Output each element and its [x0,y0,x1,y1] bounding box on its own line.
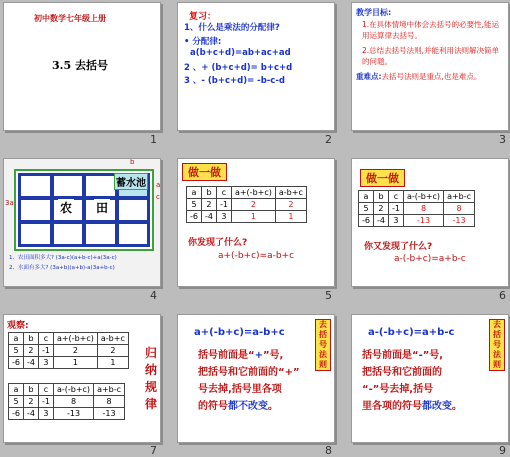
table-header-row [9,384,125,396]
rule-tag: 去括号法则 [315,319,331,371]
rule-tag: 去括号法则 [489,319,505,371]
table-cell: -13 [403,215,443,227]
observe-label: 观察: [7,321,29,331]
table-header: c [38,333,53,345]
table-cell: 3 [38,408,53,420]
table-cell: 2 [23,396,38,408]
rule-line-1 [362,347,497,364]
table-header: b [23,384,38,396]
dim-b: b [130,158,135,166]
slide-number: 7 [150,444,157,457]
review-heading: 复习： [189,12,217,22]
dim-a: a [156,181,161,189]
rule-line-3: 号去掉,括号里各项 [198,384,282,395]
table-header: a+b-c [444,191,475,203]
review-q3: 2 、+ (b+c+d)= b+c+d [184,63,293,73]
grid-cell [119,200,148,220]
table-row [9,396,125,408]
key-text: 去括号法则是重点,也是难点。 [381,72,482,81]
table-header: a+b-c [94,384,125,396]
summary-vertical-text: 归纳规律 [145,346,158,411]
table-header-row [9,333,129,345]
table-cell: -4 [373,215,388,227]
review-q2: • 分配律: [184,37,222,47]
table-header: b [373,191,388,203]
goal-2: 2.总结去括号法则,并能利用法则解决简单的问题。 [362,46,500,66]
slide-number: 5 [325,289,332,302]
review-q2-text: 分配律: [192,37,222,47]
slide-thumbnail-2[interactable] [177,2,335,131]
table-header-row [187,187,307,199]
farm-label-a: 农 [60,201,73,215]
rule-line-4a: 里各项的符号 [362,401,422,412]
table-header-row [359,191,475,203]
table-cell: -6 [187,211,202,223]
question-2-text: 2、水面有多大? [9,265,49,271]
rule-line-4 [362,398,497,415]
table-header: a [187,187,202,199]
table-header: a [9,384,24,396]
table-cell: -1 [388,203,403,215]
slide-thumbnail-5[interactable] [177,158,335,287]
table-header: a [359,191,374,203]
table-cell: 5 [9,345,24,357]
table-header: b [23,333,38,345]
table-cell: 8 [403,203,443,215]
rule-line-4c: 。 [452,401,462,412]
slide-number: 8 [325,444,332,457]
slide-thumbnail-3[interactable] [351,2,509,131]
table-cell: 2 [53,345,97,357]
grid-cell [86,176,115,196]
question-1-expr: (3a-c)(a+b-c)+a(3a-c) [55,255,117,261]
grid-cell [21,224,50,244]
table-cell: 2 [23,345,38,357]
review-q4: 3 、- (b+c+d)= -b-c-d [184,76,285,86]
rule-line-3: “-”号去掉,括号 [362,384,434,395]
goals-heading: 教学目标: [356,8,392,17]
farm-grid [14,169,154,251]
farm-label-b: 田 [96,201,109,215]
table-header: a-(-b+c) [53,384,93,396]
discovery-result: a+(-b+c)=a-b+c [218,251,295,261]
grid-cell [86,224,115,244]
table-cell: 5 [359,203,374,215]
discovery-question: 你又发现了什么? [364,242,433,252]
pool-label: 蓄水池 [114,173,148,190]
table-cell: 1 [53,357,97,369]
table-header: b [201,187,216,199]
table-row [187,211,307,223]
question-2 [9,263,115,271]
lesson-title: 3.5 去括号 [52,59,108,72]
key-label: 重难点: [356,72,382,81]
grid-cell [119,224,148,244]
table-cell: -13 [444,215,475,227]
slide-number: 6 [499,289,506,302]
table-cell: -4 [23,408,38,420]
table-cell: -6 [9,357,24,369]
table-header: a-b+c [97,333,128,345]
rule-line-1a: 括号前面是“ [362,350,419,361]
review-q1: 1、什么是乘法的分配律? [184,23,280,33]
table-cell: 2 [231,199,275,211]
question-1 [9,253,117,261]
discovery-question: 你发现了什么? [188,238,248,248]
table-cell: 2 [275,199,306,211]
slide-thumbnail-8[interactable] [177,314,335,443]
table-cell: 5 [187,199,202,211]
rule-line-2: 把括号和它前面的“+” [198,367,300,378]
question-1-text: 1、农田面积多大? [9,255,54,261]
slide-thumbnail-1[interactable] [3,2,161,131]
slide-thumbnail-9[interactable] [351,314,509,443]
table-cell: 1 [231,211,275,223]
slide-number: 9 [499,444,506,457]
rule-text [198,347,328,415]
table-cell: -6 [359,215,374,227]
table-cell: -13 [53,408,93,420]
table-cell: 3 [216,211,231,223]
rule-line-1b: ”号, [422,350,444,361]
rule-line-4c: 。 [268,401,278,412]
try-banner: 做一做 [182,163,227,181]
dim-c: c [156,193,160,201]
rule-line-1a: 括号前面是“ [198,350,255,361]
course-label: 初中数学七年级上册 [34,14,106,23]
table-cell: -13 [94,408,125,420]
review-eq1: a(b+c+d)=ab+ac+ad [190,48,291,58]
rule-line-2: 把括号和它前面的 [362,367,442,378]
table-cell: 8 [53,396,93,408]
table-row [359,215,475,227]
table-row [9,345,129,357]
table-cell: -1 [38,396,53,408]
rule-line-1 [198,347,328,364]
table-header: a [9,333,24,345]
table-header: a-b+c [275,187,306,199]
table-cell: 2 [97,345,128,357]
table-cell: 3 [388,215,403,227]
table-cell: -4 [201,211,216,223]
table-cell: 8 [444,203,475,215]
table-header: c [216,187,231,199]
values-table-2 [8,383,125,420]
slide-thumbnail-4[interactable] [3,158,161,287]
slide-number: 4 [150,289,157,302]
grid-cell [54,224,83,244]
goal-1: 1.在具体情境中体会去括号的必要性,能运用运算律去括号。 [362,20,500,40]
rule-line-4 [198,398,328,415]
table-header: c [38,384,53,396]
table-cell: -1 [216,199,231,211]
rule-line-1b: ”号, [262,350,284,361]
grid-cell [54,176,83,196]
rule-emphasis: 都不改变 [228,401,268,412]
grid-cell [21,176,50,196]
discovery-result: a-(-b+c)=a+b-c [394,254,466,264]
slide-thumbnail-6[interactable] [351,158,509,287]
rule-emphasis: 都改变 [422,401,452,412]
table-cell: 8 [94,396,125,408]
slide-number: 1 [150,133,157,146]
rule-formula: a-(-b+c)=a+b-c [368,327,455,338]
table-header: a+(-b+c) [53,333,97,345]
rule-line-4a: 的符号 [198,401,228,412]
values-table [186,186,307,223]
table-row [359,203,475,215]
table-cell: -4 [23,357,38,369]
grid-cell [21,200,50,220]
slide-number: 2 [325,133,332,146]
rule-text [362,347,497,415]
table-row [9,408,125,420]
slide-number: 3 [499,133,506,146]
rule-formula: a+(-b+c)=a-b+c [194,327,285,338]
table-header: a+(-b+c) [231,187,275,199]
table-cell: 2 [201,199,216,211]
rule-sign: + [254,350,263,361]
table-cell: 2 [373,203,388,215]
values-table-1 [8,332,129,369]
table-cell: -6 [9,408,24,420]
table-cell: 1 [275,211,306,223]
table-cell: -1 [38,345,53,357]
try-banner: 做一做 [360,169,405,187]
rule-sign: - [418,350,423,361]
table-header: a-(-b+c) [403,191,443,203]
table-cell: 3 [38,357,53,369]
table-cell: 1 [97,357,128,369]
dim-3a: 3a [5,199,14,207]
table-row [187,199,307,211]
question-2-expr: (3a+b)(a+b)-a(3a+b-c) [50,265,115,271]
key-points [356,71,508,82]
slide-thumbnail-7[interactable] [3,314,161,443]
table-row [9,357,129,369]
values-table [358,190,475,227]
table-header: c [388,191,403,203]
table-cell: 5 [9,396,24,408]
